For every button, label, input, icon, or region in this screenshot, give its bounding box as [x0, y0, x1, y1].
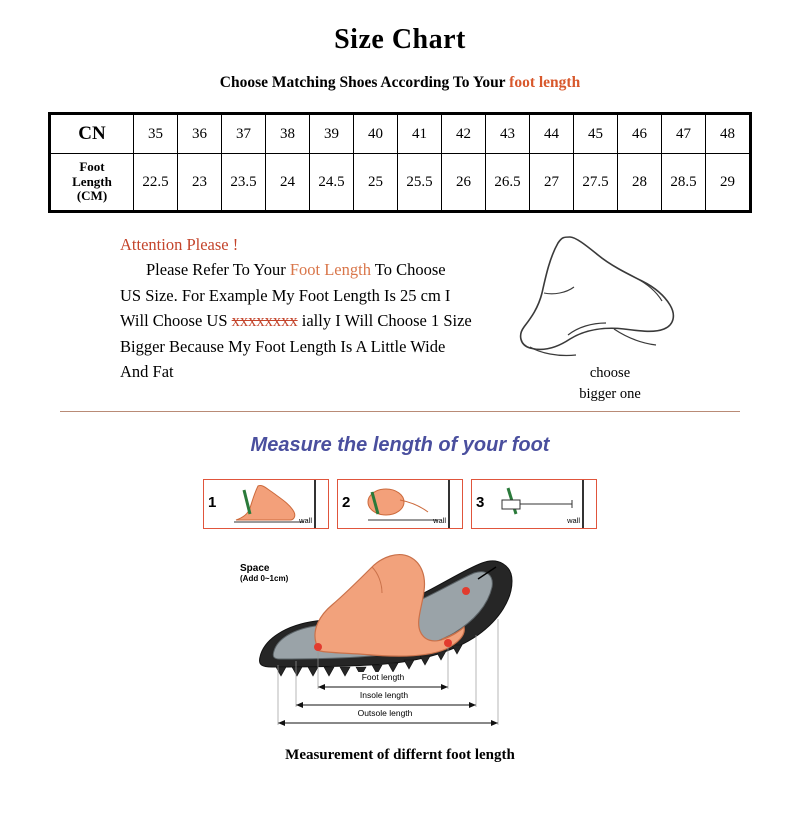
cell-cn-11: 46: [618, 115, 662, 154]
space-label: [240, 563, 288, 583]
space-label-line1: Space: [240, 563, 270, 574]
foot-length-label: Foot length: [348, 672, 418, 682]
cell-cn-12: 47: [662, 115, 706, 154]
page-title: Size Chart: [334, 24, 466, 55]
cell-foot-13: 29: [706, 154, 750, 211]
subtitle-prefix: Choose Matching Shoes According To Your: [219, 74, 510, 91]
step-1-wall-label: wall: [299, 516, 312, 525]
attention-line5: And Fat: [120, 362, 174, 382]
cell-cn-4: 39: [310, 115, 354, 154]
size-chart-page: [0, 24, 800, 824]
attention-line1-c: To Choose: [370, 260, 446, 279]
cell-cn-0: 35: [134, 115, 178, 154]
section-divider: [60, 411, 740, 412]
step-1-number: 1: [208, 494, 217, 511]
step-2-number: 2: [342, 494, 351, 511]
cell-foot-4: 24.5: [310, 154, 354, 211]
attention-line1-highlight: Foot Length: [289, 260, 371, 279]
cell-cn-5: 40: [354, 115, 398, 154]
measure-steps: [0, 479, 800, 529]
insole-length-label: Insole length: [344, 690, 424, 700]
size-table-wrapper: [48, 112, 752, 213]
foot-measurement-diagram: [220, 539, 580, 739]
step-2-wall-line: [448, 480, 450, 528]
outsole-length-label: Outsole length: [342, 708, 428, 718]
row-header-line2: Length: [72, 173, 112, 189]
step-3-wall-line: [582, 480, 584, 528]
subtitle-accent: foot length: [509, 74, 581, 91]
measure-step-3: [471, 479, 597, 529]
row-header-foot-length: [51, 154, 134, 211]
cell-cn-13: 48: [706, 115, 750, 154]
cell-cn-9: 44: [530, 115, 574, 154]
cell-foot-9: 27: [530, 154, 574, 211]
cell-foot-6: 25.5: [398, 154, 442, 211]
size-table: [50, 114, 750, 211]
step-3-number: 3: [476, 494, 485, 511]
cell-cn-2: 37: [222, 115, 266, 154]
cell-foot-1: 23: [178, 154, 222, 211]
cell-foot-3: 24: [266, 154, 310, 211]
diagram-caption: Measurement of differnt foot length: [285, 747, 515, 763]
attention-block: [48, 235, 752, 405]
row-header-line3: (CM): [76, 188, 108, 204]
measure-title: Measure the length of your foot: [250, 434, 550, 456]
page-subtitle: [0, 74, 800, 92]
step-2-wall-label: wall: [433, 516, 446, 525]
cell-foot-10: 27.5: [574, 154, 618, 211]
step-3-wall-label: wall: [567, 516, 580, 525]
attention-line3-strikethrough: xxxxxxxx: [231, 311, 298, 331]
attention-body: [120, 257, 560, 385]
attention-title: Attention Please !: [120, 235, 239, 254]
table-row-cn: [51, 115, 750, 154]
cell-foot-5: 25: [354, 154, 398, 211]
choose-caption-line1: choose: [589, 365, 631, 381]
cell-cn-1: 36: [178, 115, 222, 154]
cell-cn-3: 38: [266, 115, 310, 154]
space-label-line2: (Add 0~1cm): [240, 574, 289, 583]
attention-line4: Bigger Because My Foot Length Is A Little Wide: [120, 336, 446, 356]
cell-foot-11: 28: [618, 154, 662, 211]
cell-cn-10: 45: [574, 115, 618, 154]
cell-foot-12: 28.5: [662, 154, 706, 211]
table-row-foot-length: [51, 154, 750, 211]
measure-step-2: [337, 479, 463, 529]
cell-foot-7: 26: [442, 154, 486, 211]
attention-line1-a: Please Refer To Your: [146, 260, 290, 279]
choose-bigger-caption: [530, 363, 690, 405]
choose-caption-line2: bigger one: [579, 386, 641, 403]
cell-foot-2: 23.5: [222, 154, 266, 211]
cell-cn-7: 42: [442, 115, 486, 154]
cell-cn-8: 43: [486, 115, 530, 154]
attention-line3-a: Will Choose US: [120, 311, 232, 331]
attention-line3-b: ially I Will Choose 1 Size: [297, 311, 472, 331]
cell-foot-0: 22.5: [134, 154, 178, 211]
cell-foot-8: 26.5: [486, 154, 530, 211]
row-header-line1: Foot: [79, 158, 105, 174]
cell-cn-6: 41: [398, 115, 442, 154]
row-header-cn: CN: [51, 115, 134, 154]
measure-step-1: [203, 479, 329, 529]
step-1-wall-line: [314, 480, 316, 528]
attention-line2: US Size. For Example My Foot Length Is 25 cm I: [120, 285, 451, 305]
